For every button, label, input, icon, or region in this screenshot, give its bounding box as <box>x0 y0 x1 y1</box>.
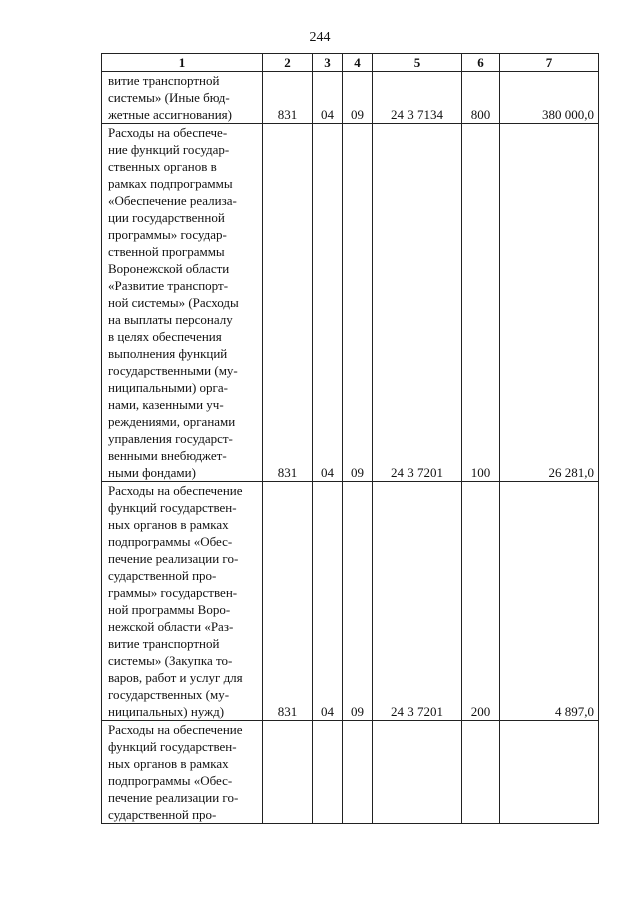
cell-subsection: 09 <box>343 72 373 124</box>
cell-expense-type <box>462 721 500 824</box>
cell-subsection: 09 <box>343 482 373 721</box>
header-row <box>102 54 599 72</box>
cell-amount: 26 281,0 <box>500 124 599 482</box>
column-header: 2 <box>263 54 313 72</box>
cell-amount <box>500 721 599 824</box>
budget-table <box>101 53 599 824</box>
column-header: 6 <box>462 54 500 72</box>
cell-subsection: 09 <box>343 124 373 482</box>
cell-ministry-code <box>263 721 313 824</box>
column-header: 3 <box>313 54 343 72</box>
page-number: 244 <box>309 30 331 45</box>
cell-section: 04 <box>313 482 343 721</box>
row-description: Расходы на обеспечение функций государствен- ных органов в рамках подпрограммы «Обес- печение реализации го- сударственной про- граммы» государствен- ной программы Воро- нежской области «Раз- витие транспортной системы» (Закупка то- варов, работ и услуг для государственных (му- ниципальных) нужд) <box>102 482 263 721</box>
cell-expense-type: 100 <box>462 124 500 482</box>
cell-ministry-code: 831 <box>263 72 313 124</box>
cell-target-article: 24 3 7201 <box>373 482 462 721</box>
table-row <box>102 72 599 124</box>
column-header: 4 <box>343 54 373 72</box>
cell-expense-type: 200 <box>462 482 500 721</box>
row-description: витие транспортной системы» (Иные бюд- жетные ассигнования) <box>102 72 263 124</box>
cell-ministry-code: 831 <box>263 482 313 721</box>
cell-ministry-code: 831 <box>263 124 313 482</box>
cell-target-article: 24 3 7134 <box>373 72 462 124</box>
row-description: Расходы на обеспечение функций государствен- ных органов в рамках подпрограммы «Обес- печение реализации го- сударственной про- <box>102 721 263 824</box>
column-header: 1 <box>102 54 263 72</box>
cell-expense-type: 800 <box>462 72 500 124</box>
cell-amount: 4 897,0 <box>500 482 599 721</box>
cell-section: 04 <box>313 72 343 124</box>
column-header: 7 <box>500 54 599 72</box>
cell-target-article: 24 3 7201 <box>373 124 462 482</box>
column-header: 5 <box>373 54 462 72</box>
table-row <box>102 482 599 721</box>
row-description: Расходы на обеспече- ние функций государ- ственных органов в рамках подпрограммы «Обеспечение реализа- ции государственной программы» государ- ственной программы Воронежской области «Развитие транспорт- ной системы» (Расходы на выплаты персоналу в целях обеспечения выполнения функций государственными (му- ниципальными) орга- нами, казенными уч- реждениями, органами управления государст- венными внебюджет- ными фондами) <box>102 124 263 482</box>
cell-amount: 380 000,0 <box>500 72 599 124</box>
cell-section: 04 <box>313 124 343 482</box>
cell-section <box>313 721 343 824</box>
table-row <box>102 124 599 482</box>
table-row <box>102 721 599 824</box>
cell-target-article <box>373 721 462 824</box>
cell-subsection <box>343 721 373 824</box>
